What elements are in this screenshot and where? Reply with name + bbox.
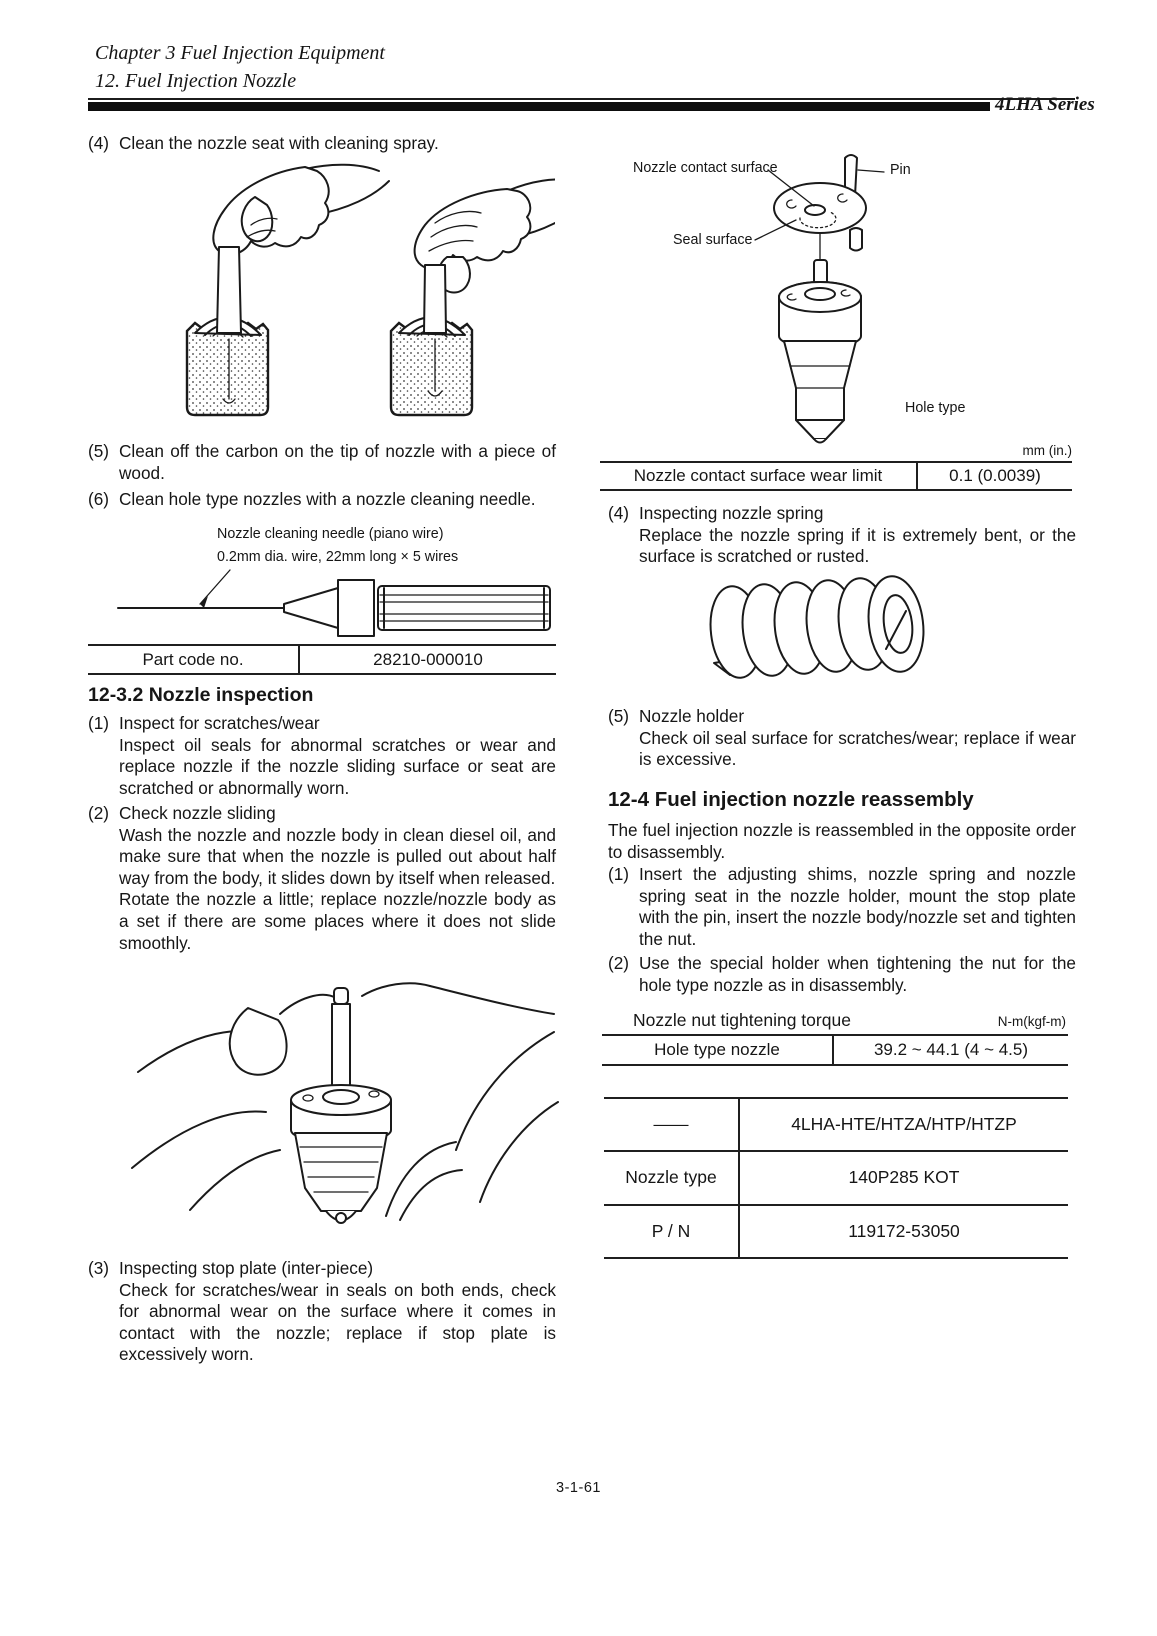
spec-row-nozzle-type [604,1152,1068,1205]
step-insert-shims [608,864,1076,950]
step-inspect-spring [608,503,1076,568]
step-body: Replace the nozzle spring if it is extremely bent, or the surface is scratched or rusted. [639,524,1076,567]
spec-value: 119172-53050 [848,1220,960,1241]
step-body: Wash the nozzle and nozzle body in clean diesel oil, and make sure that when the nozzle is pulled out about half way from the body, it slides down by itself when released. [119,824,556,888]
step-text: Clean hole type nozzles with a nozzle cleaning needle. [119,489,536,509]
step-number: (2) [608,953,630,973]
breadcrumb-section: 12. Fuel Injection Nozzle [95,70,297,92]
step-title: Inspecting nozzle spring [639,503,824,523]
part-code-label: Part code no. [142,649,244,669]
spec-label: Nozzle type [625,1167,717,1188]
step-clean-hole-nozzles [88,489,556,511]
series-label: 4LHA Series [995,94,1095,115]
torque-value: 39.2 ~ 44.1 (4 ~ 4.5) [873,1040,1029,1059]
part-code-value: 28210-000010 [373,649,483,669]
label-hole-type: Hole type [905,400,966,416]
nozzle-body-hole-type [779,260,861,443]
step-title: Inspect for scratches/wear [119,713,320,733]
thumb [230,1008,287,1075]
step-body: Check oil seal surface for scratches/wear; replace if wear is excessive. [639,727,1076,770]
step-number: (1) [88,713,110,733]
nozzle-in-cup [217,247,241,333]
torque-table [602,1034,1068,1066]
spec-label: —— [653,1114,689,1135]
step-title: Nozzle holder [639,706,745,726]
step-inspect-scratches [88,713,556,799]
needle-pin [334,988,348,1004]
needle-cone [284,588,338,628]
wear-limit-table [600,461,1072,491]
needle-fig-label-2: 0.2mm dia. wire, 22mm long × 5 wires [217,549,459,565]
step-use-special-holder [608,953,1076,996]
heading-nozzle-reassembly: 12-4 Fuel injection nozzle reassembly [608,788,974,811]
spec-row-model [604,1099,1068,1152]
wear-limit-value: 0.1 (0.0039) [949,466,1041,485]
needle-collar [338,580,374,636]
fig-stop-plate-nozzle [600,148,1072,446]
nozzle-spec-table [604,1097,1068,1259]
step-title: Inspecting stop plate (inter-piece) [119,1258,374,1278]
label-nozzle-contact-surface: Nozzle contact surface [633,160,778,176]
cleaning-unit-right [391,179,555,415]
spring-coils [706,575,929,681]
step-title: Check nozzle sliding [119,803,276,823]
step-text: Clean off the carbon on the tip of nozzle with a piece of wood. [119,441,556,483]
label-seal-surface: Seal surface [673,232,753,248]
header-thick-bar [88,102,990,111]
torque-table-title: Nozzle nut tightening torque [633,1010,851,1030]
fig-cleaning-needle [88,568,556,646]
step-check-sliding [88,803,556,954]
page-number: 3-1-61 [556,1480,601,1496]
spec-label: P / N [651,1220,691,1241]
cleaning-unit-left [187,165,389,415]
torque-label: Hole type nozzle [654,1040,780,1059]
step-inspect-stop-plate [88,1258,556,1366]
step-number: (5) [608,706,630,726]
step-number: (6) [88,489,110,509]
step-number: (4) [88,133,110,153]
needle-handle [378,586,550,630]
step-number: (2) [88,803,110,823]
step-body: Check for scratches/wear in seals on both ends, check for abnormal wear on the surface where it comes in contact with the nozzle; replace if stop plate is excessively worn. [119,1279,556,1365]
step-number: (5) [88,441,110,461]
step-number: (1) [608,864,630,884]
spec-row-part-number [604,1206,1068,1257]
breadcrumb-chapter: Chapter 3 Fuel Injection Equipment [95,42,385,64]
reassembly-intro: The fuel injection nozzle is reassembled in the opposite order to disassembly. [608,820,1076,862]
leader-pin [858,170,884,172]
header-thin-rule [88,98,1075,100]
spec-value: 4LHA-HTE/HTZA/HTP/HTZP [791,1114,1017,1135]
nozzle-assembly [291,988,391,1223]
wear-table-unit: mm (in.) [1022,443,1072,458]
wear-limit-label: Nozzle contact surface wear limit [633,466,883,485]
cleaning-cup [187,322,268,415]
step-body: Inspect oil seals for abnormal scratches or wear and replace nozzle if the nozzle sliding surface or seat are scratched or abnormally worn. [119,734,556,798]
step-body: Use the special holder when tightening the nut for the hole type nozzle as in disassembly. [639,953,1076,995]
needle-fig-label-1: Nozzle cleaning needle (piano wire) [217,526,444,542]
step-nozzle-holder [608,706,1076,771]
step-number: (3) [88,1258,110,1278]
fig-nozzle-spring [700,575,940,690]
leader-seal-surface [755,220,796,240]
torque-table-unit: N-m(kgf-m) [997,1014,1066,1029]
label-pin: Pin [890,162,911,178]
spec-value: 140P285 KOT [848,1167,960,1188]
step-body: Insert the adjusting shims, nozzle spring and nozzle spring seat in the nozzle holder, mount the stop plate with the pin, insert the nozzle body/nozzle set and tighten the nut. [639,864,1076,949]
nozzle-tip [796,420,844,439]
nozzle-body [295,1133,387,1211]
nozzle-needle [332,1004,350,1088]
step-clean-seat [88,133,556,155]
fig-nozzle-sliding-check [130,980,560,1230]
step-text: Clean the nozzle seat with cleaning spray. [119,133,439,153]
step-clean-carbon [88,441,556,484]
step-body: Rotate the nozzle a little; replace nozzle/nozzle body as a set if there are some places where it does not slide smoothly. [119,889,556,953]
step-number: (4) [608,503,630,523]
heading-nozzle-inspection: 12-3.2 Nozzle inspection [88,684,314,706]
fig-cleaning-nozzles [135,163,555,425]
part-code-table [88,644,556,675]
